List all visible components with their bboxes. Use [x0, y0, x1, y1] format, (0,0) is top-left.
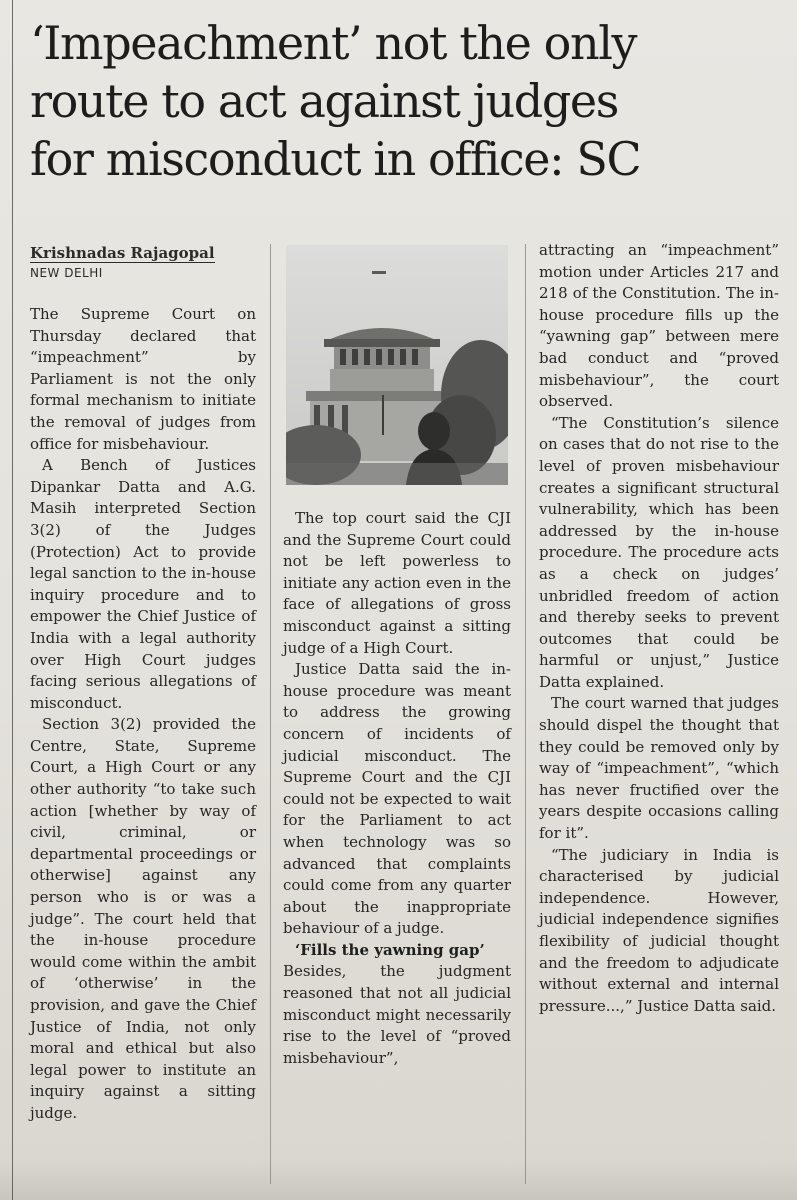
column-rule: [525, 244, 526, 1184]
paragraph: Justice Datta said the in-house procedure was meant to address the growing concern of incidents of judicial misconduct. The Supreme Court and the CJI could not be expected to wait for the Parliament to act when technology was so advanced that complaints could come from any quarter about the inappropriate behaviour of a judge.: [283, 660, 511, 938]
subheading: ‘Fills the yawning gap’: [295, 940, 485, 959]
paragraph: A Bench of Justices Dipankar Datta and A.G. Masih interpreted Section 3(2) of the Judges (Protection) Act to provide legal sanction to the in-house inquiry procedure and to empower the Chief Justice of India with a legal authority over High Court judges facing serious allegations of misconduct.: [30, 456, 256, 712]
paragraph: Besides, the judgment reasoned that not all judicial misconduct might necessarily rise to the level of “proved misbehaviour”,: [283, 962, 511, 1067]
left-column-rule: [12, 0, 13, 1200]
headline-line: for misconduct in office: SC: [30, 132, 641, 186]
column-3: [539, 240, 779, 1017]
column-rule: [270, 244, 271, 1184]
headline-line: route to act against judges: [30, 74, 618, 128]
paragraph: “The judiciary in India is characterised by judicial independence. However, judicial independence signifies flexibility of judicial thought and the freedom to adjudicate without external and internal pressure...,” Justice Datta said.: [539, 845, 779, 1015]
paragraph: attracting an “impeachment” motion under Articles 217 and 218 of the Constitution. The in-house procedure fills up the “yawning gap” between mere bad conduct and “proved misbehaviour”, the court observed.: [539, 241, 779, 411]
paragraph: The top court said the CJI and the Supreme Court could not be left powerless to initiate any action even in the face of allegations of gross misconduct against a sitting judge of a High Court.: [283, 509, 511, 657]
supreme-court-photo: [286, 245, 508, 485]
byline: Krishnadas Rajagopal: [30, 244, 215, 262]
paragraph: The court warned that judges should dispel the thought that they could be removed only by way of “impeachment”, “which has never fructified over the years despite occasions calling for it”.: [539, 694, 779, 843]
column-2: [283, 508, 511, 1069]
column-1: [30, 304, 256, 1125]
headline: [30, 14, 790, 188]
paragraph: The Supreme Court on Thursday declared that “impeachment” by Parliament is not the only formal mechanism to initiate the removal of judges from office for misbehaviour.: [30, 305, 256, 453]
paragraph: Section 3(2) provided the Centre, State, Supreme Court, a High Court or any other authority “to take such action [whether by way of civil, criminal, or departmental proceedings or otherwise] against any person who is or was a judge”. The court held that the in-house procedure would come within the ambit of ‘otherwise’ in the provision, and gave the Chief Justice of India, not only moral and ethical but also legal power to institute an inquiry against a sitting judge.: [30, 715, 256, 1122]
dateline: NEW DELHI: [30, 266, 103, 280]
page-shadow: [0, 1160, 797, 1200]
paragraph: “The Constitution’s silence on cases that do not rise to the level of proven misbehaviour creates a significant structural vulnerability, which has been addressed by the in-house procedure. The procedure acts as a check on judges’ unbridled freedom of action and thereby seeks to prevent outcomes that could be harmful or unjust,” Justice Datta explained.: [539, 413, 779, 691]
headline-line: ‘Impeachment’ not the only: [30, 16, 637, 70]
